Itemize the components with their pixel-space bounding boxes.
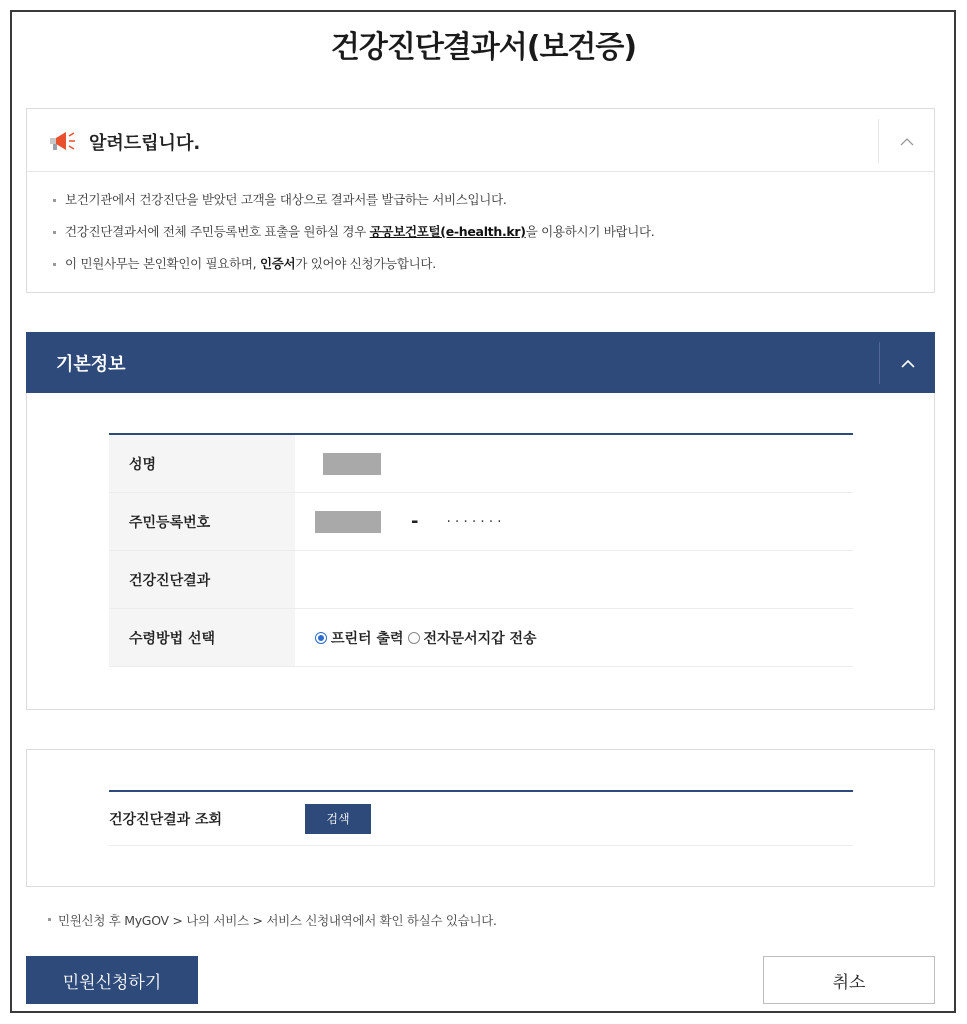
name-redaction bbox=[323, 453, 381, 475]
basic-info-table bbox=[109, 433, 853, 667]
notice-item-text: 건강진단결과서에 전체 주민등록번호 표출을 원하실 경우 bbox=[65, 224, 370, 239]
radio-e-wallet-send[interactable] bbox=[408, 628, 537, 648]
search-button[interactable]: 검색 bbox=[305, 804, 371, 834]
result-lookup-panel bbox=[26, 749, 935, 887]
rrn-label: 주민등록번호 bbox=[109, 493, 295, 550]
footer-note: 민원신청 후 MyGOV > 나의 서비스 > 서비스 신청내역에서 확인 하실수 있습니다. bbox=[48, 911, 497, 929]
e-health-portal-link[interactable]: 공공보건포털(e-health.kr) bbox=[369, 224, 526, 239]
notice-item-text: 을 이용하시기 바랍니다. bbox=[525, 224, 655, 239]
notice-panel bbox=[26, 108, 935, 293]
receive-method-row bbox=[109, 609, 853, 667]
notice-collapse-button[interactable] bbox=[878, 119, 934, 163]
notice-item bbox=[53, 191, 654, 223]
radio-label: 프린터 출력 bbox=[331, 630, 404, 647]
notice-list bbox=[53, 191, 654, 287]
notice-title: 알려드립니다. bbox=[89, 133, 201, 154]
notice-item-emphasis: 인증서 bbox=[260, 256, 296, 271]
radio-printer-output[interactable] bbox=[315, 628, 404, 648]
basic-info-header bbox=[26, 332, 935, 393]
name-value bbox=[295, 435, 853, 492]
name-label: 성명 bbox=[109, 435, 295, 492]
result-lookup-label: 건강진단결과 조회 bbox=[109, 811, 223, 828]
rrn-value bbox=[295, 493, 853, 550]
page-title: 건강진단결과서(보건증) bbox=[330, 30, 637, 65]
notice-item-text: 이 민원사무는 본인확인이 필요하며, bbox=[65, 256, 260, 271]
receive-method-label: 수령방법 선택 bbox=[109, 609, 295, 666]
result-lookup-row bbox=[109, 790, 853, 846]
health-result-label: 건강진단결과 bbox=[109, 551, 295, 608]
cancel-button[interactable]: 취소 bbox=[763, 956, 935, 1004]
rrn-row bbox=[109, 493, 853, 551]
health-result-value bbox=[295, 551, 853, 608]
chevron-up-icon bbox=[901, 359, 915, 368]
notice-item bbox=[53, 223, 654, 255]
megaphone-icon bbox=[47, 129, 77, 153]
radio-selected-icon[interactable] bbox=[315, 632, 327, 644]
rrn-front-redaction bbox=[315, 511, 381, 533]
apply-button[interactable]: 민원신청하기 bbox=[26, 956, 198, 1004]
health-result-row bbox=[109, 551, 853, 609]
chevron-up-icon bbox=[900, 137, 914, 146]
notice-header bbox=[27, 109, 934, 172]
name-row bbox=[109, 435, 853, 493]
radio-label: 전자문서지갑 전송 bbox=[423, 630, 537, 647]
receive-method-options bbox=[295, 609, 853, 666]
notice-item-text: 가 있어야 신청가능합니다. bbox=[295, 256, 436, 271]
rrn-separator: - bbox=[411, 511, 419, 532]
basic-info-title: 기본정보 bbox=[56, 354, 126, 375]
radio-unselected-icon[interactable] bbox=[408, 632, 420, 644]
basic-info-collapse-button[interactable] bbox=[879, 342, 935, 384]
notice-item bbox=[53, 255, 654, 287]
rrn-back-masked: ······· bbox=[446, 513, 506, 530]
notice-item-text: 보건기관에서 건강진단을 받았던 고객을 대상으로 결과서를 발급하는 서비스입니다. bbox=[65, 192, 507, 207]
basic-info-panel bbox=[26, 332, 935, 710]
